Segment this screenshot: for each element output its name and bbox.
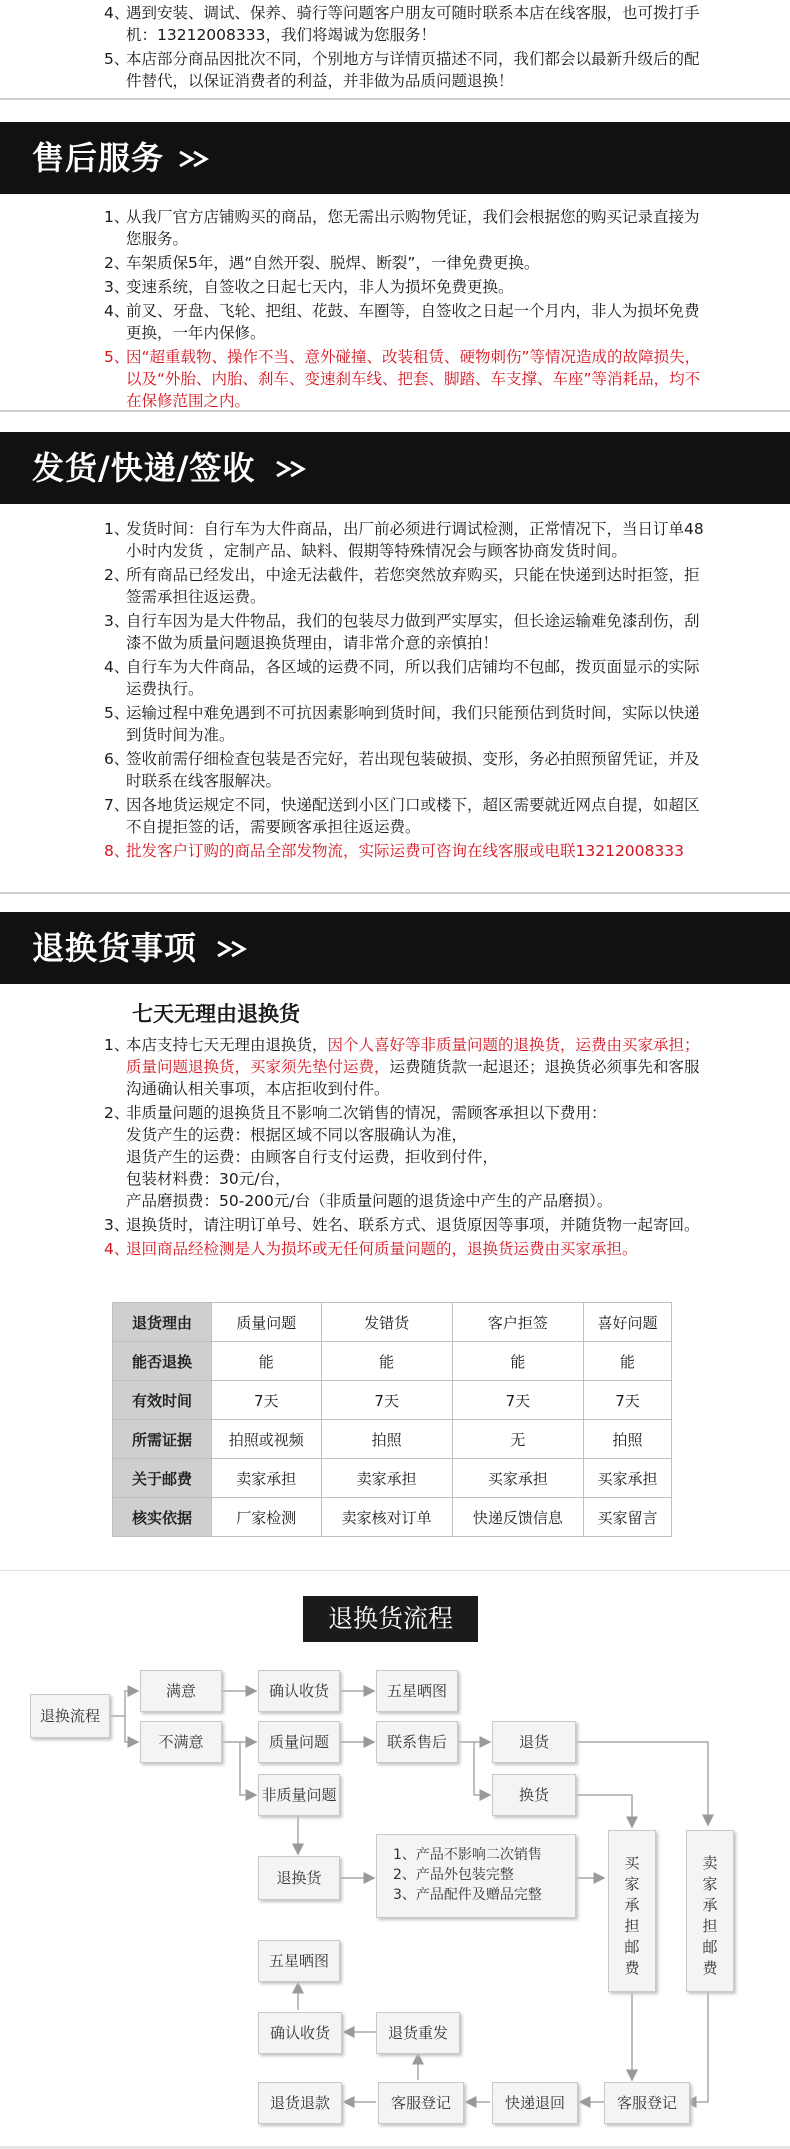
flow-node-service-register-2: 客服登记	[604, 2082, 690, 2124]
list-item: 5、 本店部分商品因批次不同，个别地方与详情页描述不同，我们都会以最新升级后的配件替代，以保证消费者的利益，并非做为品质问题退换！	[104, 50, 700, 90]
table-cell: 买家承担	[452, 1459, 583, 1498]
flow-node-five-star-2: 五星晒图	[258, 1940, 340, 1982]
row-header: 能否退换	[113, 1342, 212, 1381]
list-item: 6、 签收前需仔细检查包装是否完好，若出现包装破损、变形，务必拍照预留凭证，并及时联系在线客服解决。	[104, 750, 700, 790]
flow-node-refund: 退货退款	[258, 2082, 342, 2124]
table-cell: 卖家核对订单	[321, 1498, 452, 1537]
list-item: 5、 运输过程中难免遇到不可抗因素影响到货时间，我们只能预估到货时间，实际以快递到货时间为准。	[104, 704, 700, 744]
table-cell: 拍照	[584, 1420, 672, 1459]
table-cell: 客户拒签	[452, 1303, 583, 1342]
row-header: 有效时间	[113, 1381, 212, 1420]
table-cell: 买家承担	[584, 1459, 672, 1498]
list-item: 3、 变速系统，自签收之日起七天内，非人为损坏免费更换。	[104, 278, 514, 296]
table-cell: 7天	[212, 1381, 322, 1420]
row-header: 核实依据	[113, 1498, 212, 1537]
flow-node-reship: 退货重发	[376, 2012, 460, 2054]
table-cell: 发错货	[321, 1303, 452, 1342]
flow-node-confirm-receipt-2: 确认收货	[258, 2012, 342, 2054]
list-item: 3、 自行车因为是大件物品，我们的包装尽力做到严实厚实，但长途运输难免漆刮伤，刮漆不做为质量问题退换货理由，请非常介意的亲慎拍！	[104, 612, 700, 652]
condition-line: 3、产品配件及赠品完整	[393, 1887, 542, 1903]
table-cell: 卖家承担	[321, 1459, 452, 1498]
list-item: 2、 所有商品已经发出，中途无法截件，若您突然放弃购买，只能在快递到达时拒签，拒签需承担往返运费。	[104, 566, 700, 606]
table-cell: 无	[452, 1420, 583, 1459]
list-item: 4、 前叉、牙盘、飞轮、把组、花鼓、车圈等，自签收之日起一个月内，非人为损坏免费更换，一年内保修。	[104, 302, 700, 342]
returns-subtitle: 七天无理由退换货	[132, 1002, 300, 1026]
list-item: 8、 批发客户订购的商品全部发物流，实际运费可咨询在线客服或电联13212008333	[104, 842, 684, 860]
row-header: 退货理由	[113, 1303, 212, 1342]
flow-node-non-quality: 非质量问题	[258, 1774, 340, 1816]
flow-title: 退换货流程	[303, 1596, 478, 1642]
condition-line: 1、产品不影响二次销售	[393, 1847, 542, 1863]
section-title: 发货/快递/签收	[32, 449, 256, 487]
table-cell: 能	[212, 1342, 322, 1381]
table-cell: 质量问题	[212, 1303, 322, 1342]
flow-node-return: 退货	[492, 1721, 576, 1763]
row-header: 所需证据	[113, 1420, 212, 1459]
table-cell: 7天	[321, 1381, 452, 1420]
flow-node-return-exchange: 退换货	[258, 1856, 340, 1900]
table-cell: 喜好问题	[584, 1303, 672, 1342]
list-item: 4、 遇到安装、调试、保养、骑行等问题客户朋友可随时联系本店在线客服，也可拨打手机：13212008333，我们将竭诚为您服务！	[104, 4, 700, 44]
flow-node-contact-service: 联系售后	[376, 1721, 458, 1763]
flow-node-seller-pays: 卖家承担邮费	[686, 1830, 734, 1992]
list-item: 1、 从我厂官方店铺购买的商品，您无需出示购物凭证，我们会根据您的购买记录直接为您服务。	[104, 208, 700, 248]
list-item: 3、 退换货时，请注明订单号、姓名、联系方式、退货原因等事项，并随货物一起寄回。	[104, 1216, 700, 1234]
list-item: 4、 自行车为大件商品，各区域的运费不同，所以我们店铺均不包邮，拨页面显示的实际运费执行。	[104, 658, 700, 698]
table-cell: 能	[584, 1342, 672, 1381]
flow-node-start: 退换流程	[30, 1694, 110, 1738]
list-item: 1、 发货时间：自行车为大件商品，出厂前必须进行调试检测，正常情况下，当日订单48小时内发货 ，定制产品、缺料、假期等特殊情况会与顾客协商发货时间。	[104, 520, 704, 560]
list-item: 7、 因各地货运规定不同，快递配送到小区门口或楼下，超区需要就近网点自提，如超区不自提拒签的话，需要顾客承担往返运费。	[104, 796, 700, 836]
flow-node-service-register: 客服登记	[378, 2082, 464, 2124]
table-cell: 卖家承担	[212, 1459, 322, 1498]
flow-node-satisfied: 满意	[140, 1670, 222, 1712]
section-title: 售后服务	[32, 139, 165, 177]
row-header: 关于邮费	[113, 1459, 212, 1498]
section-title: 退换货事项	[32, 929, 198, 967]
list-item: 4、 退回商品经检测是人为损坏或无任何质量问题的，退换货运费由买家承担。	[104, 1240, 638, 1258]
list-item: 1、 本店支持七天无理由退换货，因个人喜好等非质量问题的退换货，运费由买家承担；质量问题退换货，买家须先垫付运费，运费随货款一起退还；退换货必须事先和客服沟通确认相关事项，本店拒收到付件。	[104, 1036, 700, 1098]
flow-node-conditions	[376, 1834, 576, 1918]
flow-node-unsatisfied: 不满意	[140, 1721, 222, 1763]
table-cell: 7天	[584, 1381, 672, 1420]
flow-node-five-star: 五星晒图	[376, 1670, 458, 1712]
list-item: 2、 非质量问题的退换货且不影响二次销售的情况，需顾客承担以下费用： 发货产生的运费：根据区域不同以客服确认为准， 退货产生的运费：由顾客自行支付运费，拒收到付件， 包装材料费：30元/台， 产品磨损费：50-200元/台（非质量问题的退货途中产生的产品磨损）。	[104, 1104, 613, 1210]
flow-node-buyer-pays: 买家承担邮费	[608, 1830, 656, 1992]
list-item: 5、 因“超重载物、操作不当、意外碰撞、改装租赁、硬物刺伤”等情况造成的故障损失，以及“外胎、内胎、刹车、变速刹车线、把套、脚踏、车支撑、车座”等消耗品，均不在保修范围之内。	[104, 348, 701, 410]
table-cell: 厂家检测	[212, 1498, 322, 1537]
flow-node-confirm-receipt: 确认收货	[258, 1670, 340, 1712]
table-cell: 买家留言	[584, 1498, 672, 1537]
table-cell: 7天	[452, 1381, 583, 1420]
table-cell: 拍照	[321, 1420, 452, 1459]
flow-node-express-return: 快递退回	[492, 2082, 578, 2124]
list-item: 2、 车架质保5年，遇“自然开裂、脱焊、断裂”，一律免费更换。	[104, 254, 540, 272]
table-cell: 快递反馈信息	[452, 1498, 583, 1537]
flow-node-quality-issue: 质量问题	[258, 1721, 340, 1763]
condition-line: 2、产品外包装完整	[393, 1867, 514, 1883]
table-cell: 能	[452, 1342, 583, 1381]
table-cell: 能	[321, 1342, 452, 1381]
flow-node-exchange: 换货	[492, 1774, 576, 1816]
table-cell: 拍照或视频	[212, 1420, 322, 1459]
